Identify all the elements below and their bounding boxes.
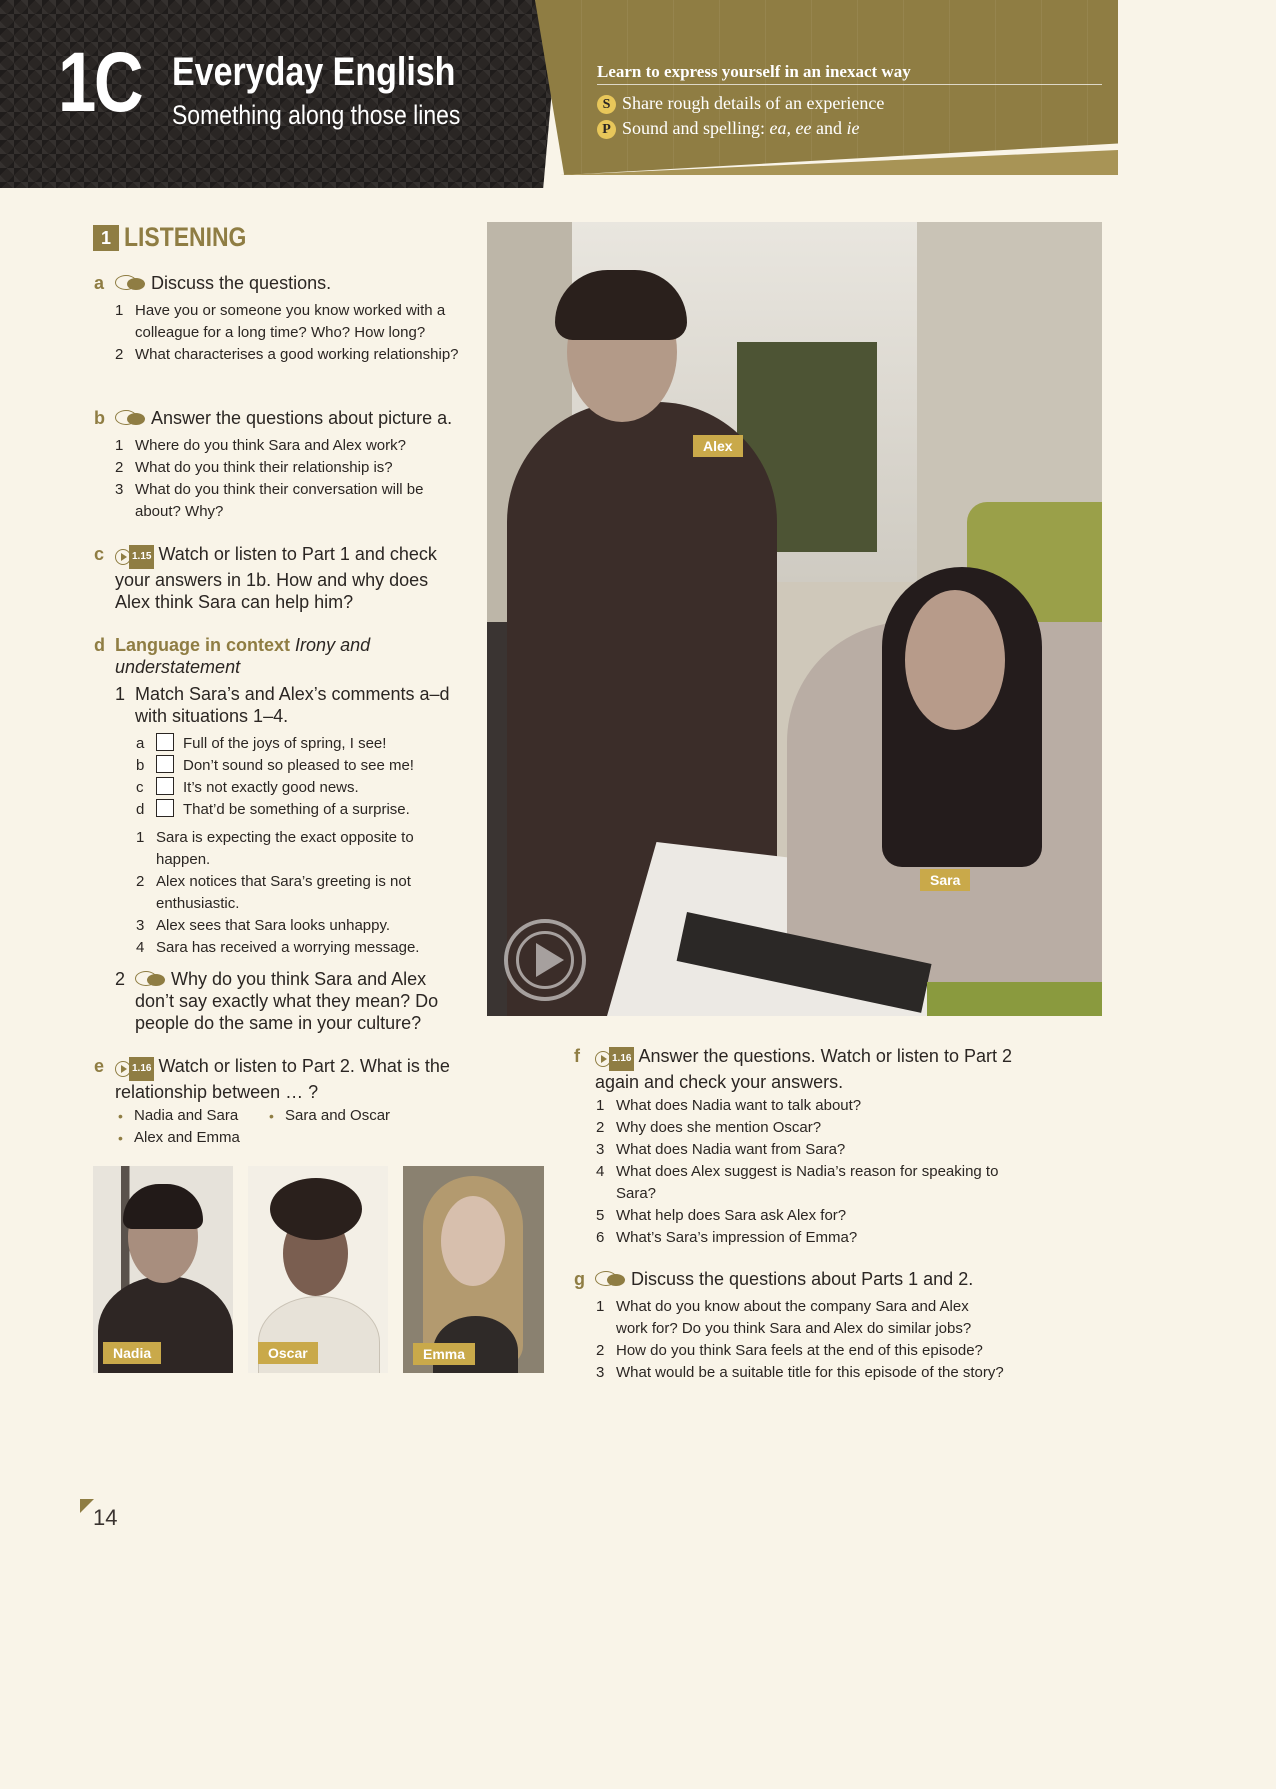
exercise-instruction: Watch or listen to Part 1 and check your answers in 1b. How and why does Alex think Sara can help him? bbox=[115, 544, 437, 613]
comment-text: Full of the joys of spring, I see! bbox=[183, 735, 387, 752]
list-item bbox=[596, 1117, 1006, 1139]
exercise-d bbox=[94, 634, 445, 678]
speech-bubbles-icon bbox=[115, 410, 147, 426]
item-text: Alex notices that Sara’s greeting is not enthusiastic. bbox=[156, 873, 411, 912]
exercise-e bbox=[94, 1055, 475, 1103]
item-text: What do you think their conversation will be about? Why? bbox=[135, 481, 424, 520]
item-number: 2 bbox=[596, 1342, 605, 1359]
portrait-oscar bbox=[248, 1166, 388, 1373]
item-text: What do you think their relationship is? bbox=[135, 459, 393, 476]
exercise-a bbox=[94, 272, 465, 294]
goal-text-italic: ie bbox=[846, 118, 860, 138]
list-item bbox=[596, 1095, 1006, 1117]
answer-checkbox[interactable] bbox=[156, 755, 174, 773]
list-item bbox=[596, 1296, 986, 1340]
item-number: 3 bbox=[596, 1364, 605, 1381]
item-text: What does Alex suggest is Nadia’s reason for speaking to Sara? bbox=[616, 1163, 999, 1202]
audio-track-icon[interactable] bbox=[115, 545, 154, 569]
task-number: 2 bbox=[115, 969, 126, 989]
page-title: Everyday English bbox=[172, 50, 456, 94]
page-corner-mark bbox=[80, 1499, 94, 1513]
item-text: Alex sees that Sara looks unhappy. bbox=[156, 917, 391, 934]
item-number: 4 bbox=[136, 939, 145, 956]
item-number: 2 bbox=[596, 1119, 605, 1136]
pair-item: • Alex and Emma bbox=[134, 1127, 240, 1149]
audio-track-icon[interactable] bbox=[595, 1047, 634, 1071]
exercise-instruction: Answer the questions about picture a. bbox=[151, 408, 453, 428]
comment-row bbox=[136, 799, 456, 821]
comment-row bbox=[136, 777, 456, 799]
list-item bbox=[596, 1340, 1036, 1362]
exercise-letter: c bbox=[94, 544, 105, 564]
item-number: 1 bbox=[596, 1298, 605, 1315]
pronunciation-badge-icon: P bbox=[597, 120, 616, 139]
item-text: Why does she mention Oscar? bbox=[616, 1119, 822, 1136]
exercise-letter: a bbox=[94, 273, 105, 293]
goals-divider bbox=[597, 84, 1102, 85]
list-item bbox=[596, 1227, 1006, 1249]
portrait-emma bbox=[403, 1166, 544, 1373]
speech-bubbles-icon bbox=[595, 1271, 627, 1287]
situation-item bbox=[136, 827, 446, 871]
task-text: Why do you think Sara and Alex don’t say exactly what they mean? Do people do the same in your culture? bbox=[135, 969, 439, 1033]
list-item bbox=[115, 344, 465, 366]
comment-letter: a bbox=[136, 735, 145, 752]
name-tag: Nadia bbox=[103, 1342, 161, 1364]
video-still-photo[interactable] bbox=[487, 222, 1102, 1016]
item-text: What help does Sara ask Alex for? bbox=[616, 1207, 847, 1224]
comment-row bbox=[136, 733, 456, 755]
item-text: How do you think Sara feels at the end of this episode? bbox=[616, 1342, 983, 1359]
exercise-letter: f bbox=[574, 1046, 580, 1066]
exercise-letter: b bbox=[94, 408, 105, 428]
item-number: 1 bbox=[136, 829, 145, 846]
comment-text: It’s not exactly good news. bbox=[183, 779, 359, 796]
item-text: Sara is expecting the exact opposite to happen. bbox=[156, 829, 414, 868]
comment-letter: d bbox=[136, 801, 145, 818]
portrait-nadia bbox=[93, 1166, 233, 1373]
goal-text: Sound and spelling: bbox=[622, 118, 770, 138]
item-number: 6 bbox=[596, 1229, 605, 1246]
exercise-f bbox=[574, 1045, 1035, 1093]
item-text: What does Nadia want from Sara? bbox=[616, 1141, 846, 1158]
task-text: Match Sara’s and Alex’s comments a–d with situations 1–4. bbox=[135, 684, 450, 726]
list-item bbox=[115, 435, 465, 457]
item-number: 3 bbox=[136, 917, 145, 934]
item-number: 4 bbox=[596, 1163, 605, 1180]
track-number: 1.16 bbox=[609, 1047, 634, 1071]
exercise-g bbox=[574, 1268, 1035, 1290]
goal-text-italic: ea, ee bbox=[769, 118, 812, 138]
list-item bbox=[596, 1161, 1006, 1205]
speech-bubbles-icon bbox=[115, 275, 147, 291]
exercise-letter: e bbox=[94, 1056, 105, 1076]
play-video-icon[interactable] bbox=[504, 919, 586, 1001]
exercise-instruction: Watch or listen to Part 2. What is the relationship between … ? bbox=[115, 1056, 450, 1103]
item-text: What do you know about the company Sara and Alex work for? Do you think Sara and Alex do similar jobs? bbox=[616, 1298, 972, 1337]
item-number: 1 bbox=[115, 437, 124, 454]
pair-item: • Nadia and Sara bbox=[134, 1105, 238, 1127]
name-tag-sara: Sara bbox=[920, 869, 970, 891]
audio-track-icon[interactable] bbox=[115, 1057, 154, 1081]
goal-text: Share rough details of an experience bbox=[622, 93, 885, 113]
goal-text: and bbox=[811, 118, 847, 138]
unit-number: 1C bbox=[58, 35, 142, 129]
answer-checkbox[interactable] bbox=[156, 799, 174, 817]
answer-checkbox[interactable] bbox=[156, 777, 174, 795]
task-1 bbox=[115, 683, 455, 727]
name-tag: Oscar bbox=[258, 1342, 318, 1364]
list-item bbox=[596, 1205, 1006, 1227]
list-item bbox=[596, 1362, 1056, 1384]
item-text: Where do you think Sara and Alex work? bbox=[135, 437, 406, 454]
situation-item bbox=[136, 915, 446, 937]
list-item bbox=[596, 1139, 1006, 1161]
goal-speaking bbox=[597, 93, 884, 114]
exercise-instruction: Discuss the questions about Parts 1 and 2. bbox=[631, 1269, 974, 1289]
situation-item bbox=[136, 937, 446, 959]
comment-row bbox=[136, 755, 456, 777]
task-number: 1 bbox=[115, 684, 126, 704]
section-title: LISTENING bbox=[124, 222, 247, 252]
situation-item bbox=[136, 871, 446, 915]
item-text: What’s Sara’s impression of Emma? bbox=[616, 1229, 858, 1246]
item-number: 2 bbox=[136, 873, 145, 890]
exercise-c bbox=[94, 543, 465, 613]
language-in-context-label: Language in context bbox=[115, 635, 291, 655]
item-number: 3 bbox=[596, 1141, 605, 1158]
exercise-b bbox=[94, 407, 485, 429]
comment-text: That’d be something of a surprise. bbox=[183, 801, 410, 818]
exercise-instruction: Answer the questions. Watch or listen to Part 2 again and check your answers. bbox=[595, 1046, 1012, 1093]
page-number: 14 bbox=[93, 1505, 118, 1530]
item-text: Have you or someone you know worked with a colleague for a long time? Who? How long? bbox=[135, 302, 446, 341]
section-heading bbox=[93, 222, 268, 253]
exercise-letter: d bbox=[94, 635, 105, 655]
track-number: 1.16 bbox=[129, 1057, 154, 1081]
item-text: What does Nadia want to talk about? bbox=[616, 1097, 862, 1114]
list-item bbox=[115, 479, 465, 523]
name-tag-alex: Alex bbox=[693, 435, 743, 457]
speech-bubbles-icon bbox=[135, 971, 167, 987]
task-2 bbox=[115, 968, 455, 1034]
answer-checkbox[interactable] bbox=[156, 733, 174, 751]
list-item bbox=[115, 457, 465, 479]
header-gold-panel bbox=[535, 0, 1118, 175]
page-subtitle: Something along those lines bbox=[172, 100, 461, 130]
pair-item: • Sara and Oscar bbox=[285, 1105, 390, 1127]
item-number: 2 bbox=[115, 459, 124, 476]
item-number: 3 bbox=[115, 481, 124, 498]
item-number: 1 bbox=[596, 1097, 605, 1114]
item-text: What would be a suitable title for this episode of the story? bbox=[616, 1364, 1004, 1381]
track-number: 1.15 bbox=[129, 545, 154, 569]
item-number: 5 bbox=[596, 1207, 605, 1224]
language-in-context-topic: Irony and understatement bbox=[115, 635, 371, 677]
name-tag: Emma bbox=[413, 1343, 475, 1365]
comment-text: Don’t sound so pleased to see me! bbox=[183, 757, 414, 774]
comment-letter: b bbox=[136, 757, 145, 774]
item-number: 2 bbox=[115, 346, 124, 363]
goal-pronunciation bbox=[597, 118, 859, 139]
comment-letter: c bbox=[136, 779, 144, 796]
list-item bbox=[115, 300, 465, 344]
item-number: 1 bbox=[115, 302, 124, 319]
exercise-letter: g bbox=[574, 1269, 585, 1289]
item-text: What characterises a good working relationship? bbox=[135, 346, 459, 363]
item-text: Sara has received a worrying message. bbox=[156, 939, 420, 956]
page-header bbox=[0, 0, 1118, 190]
section-number: 1 bbox=[93, 225, 119, 251]
goals-title: Learn to express yourself in an inexact way bbox=[597, 62, 911, 81]
exercise-instruction: Discuss the questions. bbox=[151, 273, 332, 293]
speaking-badge-icon: S bbox=[597, 95, 616, 114]
